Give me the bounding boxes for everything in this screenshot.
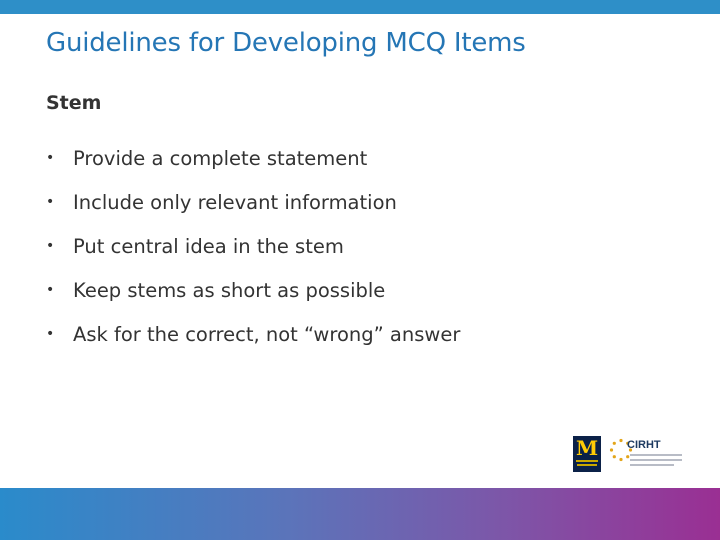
bullet-icon: •: [46, 194, 55, 210]
bullet-icon: •: [46, 282, 55, 298]
bullet-text: Keep stems as short as possible: [73, 278, 386, 302]
bullet-icon: •: [46, 150, 55, 166]
logo-group: [573, 436, 688, 472]
block-m-mark: M: [576, 436, 599, 460]
bullet-text: Provide a complete statement: [73, 146, 368, 170]
bullet-text: Ask for the correct, not “wrong” answer: [73, 322, 461, 346]
bullet-text: Put central idea in the stem: [73, 234, 344, 258]
cirht-wordmark: CIRHT: [627, 439, 661, 451]
cirht-tagline-line: [630, 459, 682, 461]
university-of-michigan-logo: [573, 436, 601, 472]
top-accent-bar: [0, 0, 720, 14]
cirht-tagline-line: [630, 464, 674, 466]
bullet-item: [46, 180, 646, 224]
bottom-gradient-band: [0, 488, 720, 540]
bullet-item: [46, 312, 646, 356]
bullet-item: [46, 224, 646, 268]
bullet-text: Include only relevant information: [73, 190, 397, 214]
bullet-item: [46, 136, 646, 180]
cirht-tagline-line: [630, 454, 682, 456]
logo-caption-line: [577, 464, 597, 466]
section-heading: Stem: [46, 92, 102, 114]
bullet-item: [46, 268, 646, 312]
bullet-icon: •: [46, 326, 55, 342]
cirht-logo: [609, 436, 688, 472]
bullet-icon: •: [46, 238, 55, 254]
bullet-list: [46, 136, 646, 356]
slide-title: Guidelines for Developing MCQ Items: [46, 28, 526, 58]
logo-caption-line: [576, 460, 598, 462]
